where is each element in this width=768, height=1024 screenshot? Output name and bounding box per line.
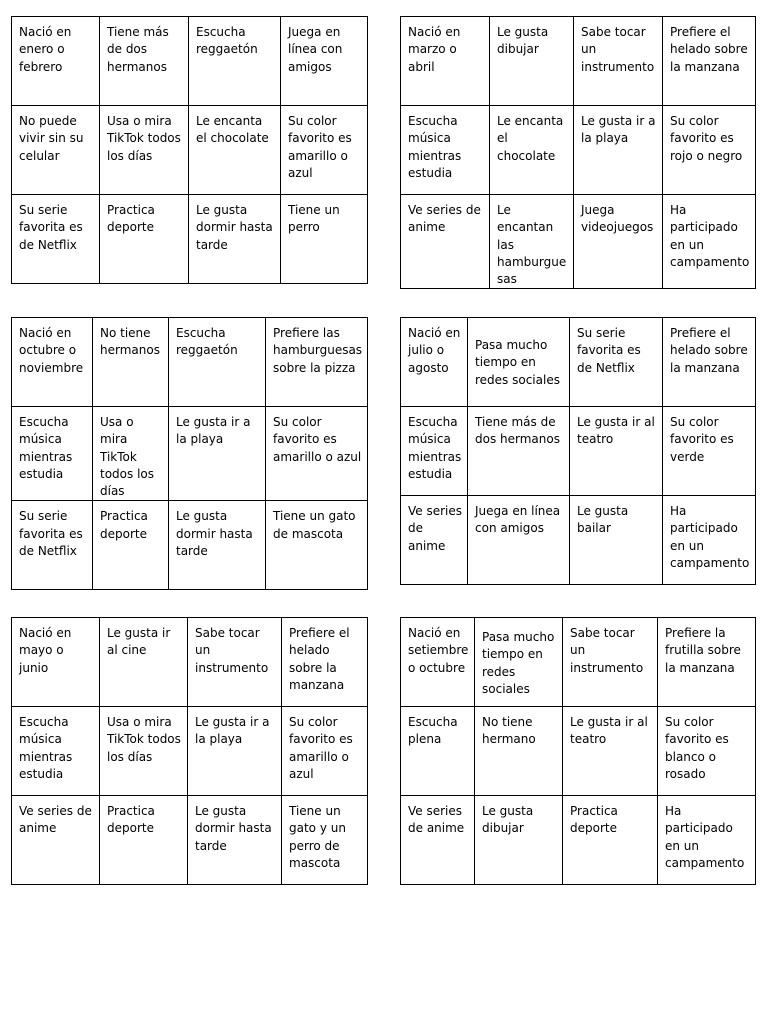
bingo-cell: Tiene más de dos hermanos — [468, 407, 570, 496]
bingo-cell: Le gusta ir al teatro — [570, 407, 663, 496]
bingo-cell: Le gusta ir a la playa — [169, 407, 266, 501]
bingo-cell: Le gusta dormir hasta tarde — [188, 796, 282, 885]
bingo-cell: Practica deporte — [100, 195, 189, 284]
bingo-card-2 — [400, 16, 756, 289]
bingo-cell: Nació en marzo o abril — [401, 17, 490, 106]
bingo-cell: Le gusta dibujar — [475, 796, 563, 885]
table-row — [12, 106, 368, 195]
table-row — [12, 17, 368, 106]
bingo-cell: Su color favorito es rojo o negro — [663, 106, 756, 195]
bingo-card-4 — [400, 317, 756, 585]
bingo-cell: Escucha plena — [401, 707, 475, 796]
bingo-cell: Juega en línea con amigos — [281, 17, 368, 106]
bingo-cell: Le gusta dibujar — [490, 17, 574, 106]
bingo-cell: Pasa mucho tiempo en redes sociales — [475, 618, 563, 707]
bingo-cell: Escucha reggaetón — [169, 318, 266, 407]
bingo-cell: Tiene más de dos hermanos — [100, 17, 189, 106]
bingo-cell: Le gusta dormir hasta tarde — [169, 501, 266, 590]
bingo-cell: Su serie favorita es de Netflix — [570, 318, 663, 407]
bingo-cell: Sabe tocar un instrumento — [188, 618, 282, 707]
table-row — [401, 195, 756, 289]
bingo-cell: Su color favorito es amarillo o azul — [282, 707, 368, 796]
bingo-cell: Le gusta ir a la playa — [574, 106, 663, 195]
table-row — [401, 17, 756, 106]
table-row — [401, 407, 756, 496]
bingo-cell: Escucha reggaetón — [189, 17, 281, 106]
bingo-cell: Nació en octubre o noviembre — [12, 318, 93, 407]
table-row — [401, 618, 756, 707]
table-row — [401, 707, 756, 796]
table-row — [12, 707, 368, 796]
bingo-cell: Ve series de anime — [401, 796, 475, 885]
table-row — [12, 195, 368, 284]
bingo-cell: Nació en enero o febrero — [12, 17, 100, 106]
bingo-cell: Le encanta el chocolate — [189, 106, 281, 195]
bingo-card-6 — [400, 617, 756, 885]
bingo-cell: Nació en setiembre o octubre — [401, 618, 475, 707]
bingo-cell: No tiene hermano — [475, 707, 563, 796]
bingo-cell: Prefiere las hamburguesas sobre la pizza — [266, 318, 368, 407]
bingo-cell: Juega videojuegos — [574, 195, 663, 289]
bingo-cell: Le gusta ir a la playa — [188, 707, 282, 796]
bingo-cell: Tiene un perro — [281, 195, 368, 284]
bingo-cell: Tiene un gato de mascota — [266, 501, 368, 590]
bingo-cell: Su color favorito es amarillo o azul — [266, 407, 368, 501]
bingo-cell: Escucha música mientras estudia — [12, 407, 93, 501]
bingo-cell: Prefiere el helado sobre la manzana — [663, 318, 756, 407]
bingo-cell: Ve series de anime — [401, 496, 468, 585]
table-row — [401, 106, 756, 195]
bingo-cell: Ha participado en un campamento — [658, 796, 756, 885]
bingo-cell: Su serie favorita es de Netflix — [12, 195, 100, 284]
table-row — [12, 501, 368, 590]
bingo-card-3 — [11, 317, 368, 590]
bingo-cell: Practica deporte — [563, 796, 658, 885]
bingo-cell: Le gusta ir al cine — [100, 618, 188, 707]
bingo-card-5 — [11, 617, 368, 885]
bingo-cell: Prefiere el helado sobre la manzana — [282, 618, 368, 707]
table-row — [401, 496, 756, 585]
bingo-cell: Sabe tocar un instrumento — [574, 17, 663, 106]
table-row — [12, 796, 368, 885]
bingo-cell: Ha participado en un campamento — [663, 496, 756, 585]
bingo-cell: Practica deporte — [100, 796, 188, 885]
bingo-cell: Ve series de anime — [12, 796, 100, 885]
bingo-cell: Le gusta dormir hasta tarde — [189, 195, 281, 284]
bingo-cell: Su color favorito es blanco o rosado — [658, 707, 756, 796]
bingo-cell: Juega en línea con amigos — [468, 496, 570, 585]
table-row — [401, 796, 756, 885]
bingo-cell: Su color favorito es verde — [663, 407, 756, 496]
bingo-cell: Su serie favorita es de Netflix — [12, 501, 93, 590]
bingo-cell: Escucha música mientras estudia — [401, 407, 468, 496]
bingo-cell: Escucha música mientras estudia — [401, 106, 490, 195]
table-row — [12, 318, 368, 407]
bingo-cell: Le gusta bailar — [570, 496, 663, 585]
bingo-cell: Pasa mucho tiempo en redes sociales — [468, 318, 570, 407]
bingo-cell: Le encantan las hamburgue sas — [490, 195, 574, 289]
table-row — [12, 618, 368, 707]
table-row — [12, 407, 368, 501]
bingo-cell: Sabe tocar un instrumento — [563, 618, 658, 707]
bingo-cell: Le encanta el chocolate — [490, 106, 574, 195]
bingo-cell: Usa o mira TikTok todos los días — [100, 707, 188, 796]
bingo-card-1 — [11, 16, 368, 284]
bingo-cell: Prefiere la frutilla sobre la manzana — [658, 618, 756, 707]
bingo-cell: Usa o mira TikTok todos los días — [93, 407, 169, 501]
bingo-cell: Practica deporte — [93, 501, 169, 590]
bingo-cell: Ha participado en un campamento — [663, 195, 756, 289]
bingo-cell: Ve series de anime — [401, 195, 490, 289]
table-row — [401, 318, 756, 407]
bingo-cell: No puede vivir sin su celular — [12, 106, 100, 195]
bingo-cell: Nació en mayo o junio — [12, 618, 100, 707]
bingo-cell: Su color favorito es amarillo o azul — [281, 106, 368, 195]
bingo-cell: No tiene hermanos — [93, 318, 169, 407]
bingo-cell: Tiene un gato y un perro de mascota — [282, 796, 368, 885]
bingo-cell: Escucha música mientras estudia — [12, 707, 100, 796]
bingo-cell: Prefiere el helado sobre la manzana — [663, 17, 756, 106]
bingo-cell: Nació en julio o agosto — [401, 318, 468, 407]
bingo-cell: Le gusta ir al teatro — [563, 707, 658, 796]
bingo-cell: Usa o mira TikTok todos los días — [100, 106, 189, 195]
